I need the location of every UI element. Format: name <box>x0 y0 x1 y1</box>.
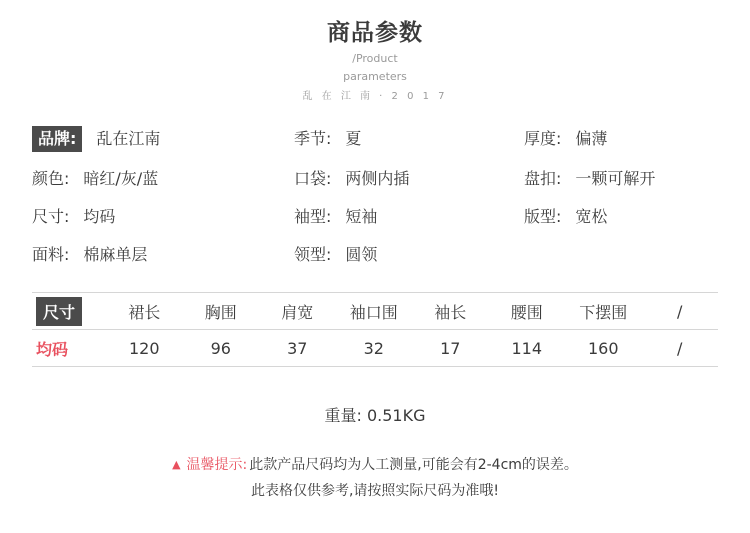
spec-item-button <box>524 168 718 190</box>
spec-label-size: 尺寸: <box>32 207 70 226</box>
table-header-row <box>32 293 718 330</box>
weight-value: 0.51KG <box>366 406 426 425</box>
spec-label-pocket: 口袋: <box>294 169 332 188</box>
table-cell-hem: 160 <box>587 338 619 358</box>
spec-label-color: 颜色: <box>32 169 70 188</box>
spec-item-color <box>32 168 294 190</box>
spec-value-fit: 宽松 <box>575 207 608 226</box>
size-table <box>32 292 718 367</box>
spec-value-season: 夏 <box>345 129 362 148</box>
spec-label-fit: 版型: <box>524 207 562 226</box>
spec-item-fit <box>524 206 718 228</box>
table-header-cell-size <box>32 297 106 326</box>
table-header-cell-waist: 腰围 <box>510 302 543 322</box>
table-header-cell-other: / <box>677 301 683 321</box>
spec-item-season <box>294 126 524 152</box>
table-header-cell-hem: 下摆围 <box>579 302 628 322</box>
subtitle-en-line2: parameters <box>343 70 407 83</box>
subtitle-en-line1: /Product <box>352 52 398 65</box>
spec-label-fabric: 面料: <box>32 245 70 264</box>
spec-item-size <box>32 206 294 228</box>
table-cell-other: / <box>677 338 683 358</box>
spec-value-fabric: 棉麻单层 <box>83 245 148 264</box>
page-title: 商品参数 <box>327 20 423 46</box>
spec-item-fabric <box>32 244 294 266</box>
spec-value-size: 均码 <box>83 207 116 226</box>
spec-label-thickness: 厚度: <box>524 129 562 148</box>
table-cell-dress-length: 120 <box>128 338 160 358</box>
spec-value-sleeve-type: 短袖 <box>345 207 378 226</box>
table-cell-sleeve-length: 17 <box>440 338 461 358</box>
spec-item-collar <box>294 244 524 266</box>
spec-value-brand: 乱在江南 <box>96 129 161 148</box>
table-cell-bust: 96 <box>210 338 231 358</box>
spec-item-brand <box>32 126 294 152</box>
weight-label: 重量: <box>324 406 362 425</box>
size-row-label: 均码 <box>36 339 69 359</box>
spec-value-color: 暗红/灰/蓝 <box>83 169 159 188</box>
table-header-cell-dress-length: 裙长 <box>128 302 161 322</box>
spec-label-button: 盘扣: <box>524 169 562 188</box>
table-cell-shoulder: 37 <box>287 338 308 358</box>
spec-value-collar: 圆领 <box>345 245 378 264</box>
size-header-tag: 尺寸 <box>36 297 82 326</box>
spec-value-pocket: 两侧内插 <box>345 169 410 188</box>
spec-value-thickness: 偏薄 <box>575 129 608 148</box>
table-row <box>32 330 718 366</box>
warning-triangle-icon: ▲ <box>172 458 181 471</box>
spec-label-collar: 领型: <box>294 245 332 264</box>
table-header-cell-cuff: 袖口围 <box>349 302 398 322</box>
page-header <box>0 0 750 104</box>
notes-block <box>0 452 750 504</box>
note-text-line1: 此款产品尺码均为人工测量,可能会有2-4cm的误差。 <box>249 457 578 473</box>
table-cell-cuff: 32 <box>363 338 384 358</box>
spec-item-thickness <box>524 126 718 152</box>
note-line-primary <box>0 452 750 478</box>
spec-item-pocket <box>294 168 524 190</box>
table-header-cell-shoulder: 肩宽 <box>281 302 314 322</box>
spec-item-sleeve-type <box>294 206 524 228</box>
spec-value-button: 一颗可解开 <box>575 169 656 188</box>
note-warning-label: 温馨提示: <box>186 457 248 473</box>
spec-label-season: 季节: <box>294 129 332 148</box>
table-cell-waist: 114 <box>511 338 543 358</box>
weight-row <box>0 403 750 426</box>
table-header-cell-bust: 胸围 <box>204 302 237 322</box>
spec-label-sleeve-type: 袖型: <box>294 207 332 226</box>
table-cell-size-label <box>32 337 106 360</box>
table-header-cell-sleeve-length: 袖长 <box>434 302 467 322</box>
note-text-line2: 此表格仅供参考,请按照实际尺码为准哦! <box>250 483 500 499</box>
subtitle-brand-year: 乱 在 江 南 · 2 0 1 7 <box>302 91 448 102</box>
spec-grid <box>32 126 718 266</box>
spec-label-brand: 品牌: <box>32 126 82 152</box>
